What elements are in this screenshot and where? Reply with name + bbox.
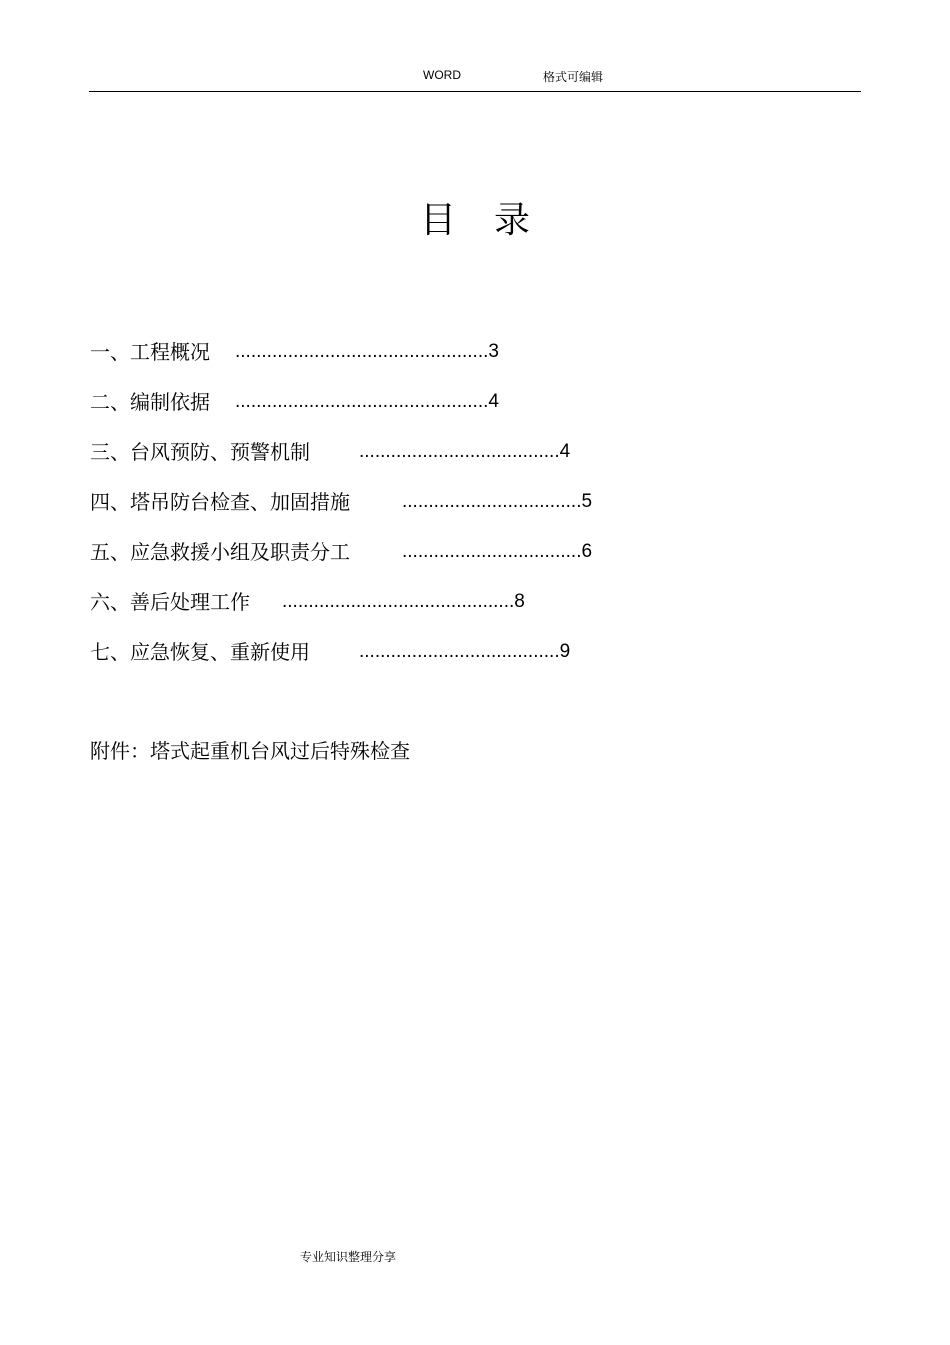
toc-entry-leader: ............................................8	[282, 591, 525, 612]
header-editable-label: 格式可编辑	[543, 70, 604, 84]
toc-entry-label: 三、台风预防、预警机制	[90, 440, 310, 464]
toc-entry-label: 五、应急救援小组及职责分工	[90, 540, 350, 564]
toc-entry-leader: ................................................3	[235, 341, 499, 362]
toc-entry-leader: ..................................6	[402, 541, 593, 562]
toc-entry-label: 二、编制依据	[90, 390, 210, 414]
header-divider	[89, 91, 861, 92]
header-word-label: WORD	[423, 68, 461, 82]
toc-entry-leader: ................................................4	[235, 391, 499, 412]
toc-entry-leader: ......................................9	[359, 641, 571, 662]
page-header	[0, 68, 950, 86]
toc-entry-leader: ..................................5	[402, 491, 593, 512]
toc-entry-label: 一、工程概况	[90, 340, 210, 364]
toc-entry-label: 六、善后处理工作	[90, 590, 250, 614]
toc-entry-label: 四、塔吊防台检查、加固措施	[90, 490, 350, 514]
page-title: 目录	[419, 200, 568, 241]
toc-entry-leader: ......................................4	[359, 441, 571, 462]
toc-entry-label: 七、应急恢复、重新使用	[90, 640, 310, 664]
page-footer: 专业知识整理分享	[300, 1250, 397, 1264]
attachment-note: 附件：塔式起重机台风过后特殊检查	[90, 739, 410, 763]
